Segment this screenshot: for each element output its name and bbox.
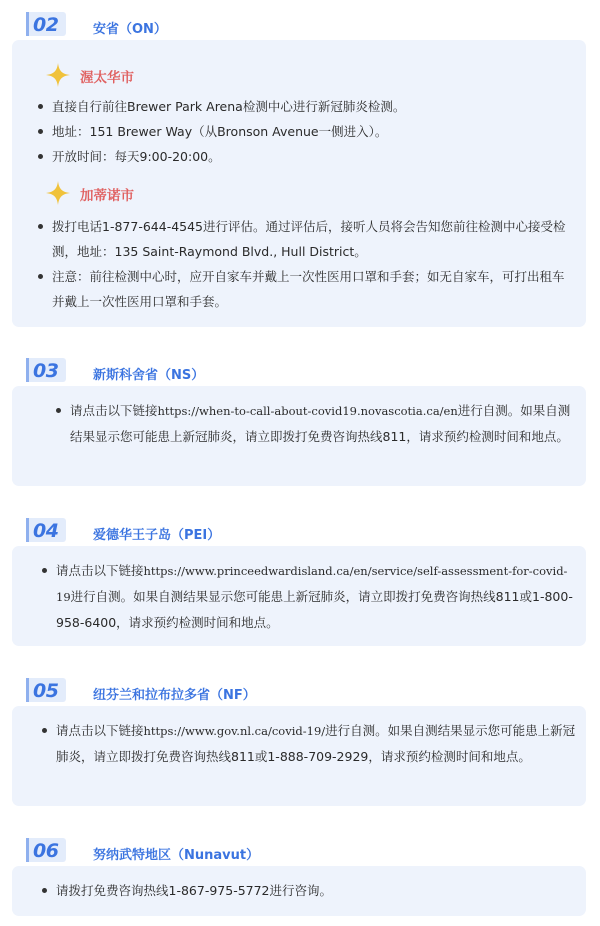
- newfoundland-list: [40, 718, 580, 769]
- list-item: 地址：151 Brewer Way（从Bronson Avenue一侧进入）。: [36, 119, 576, 144]
- sparkle-icon: [46, 63, 70, 87]
- gatineau-list: [36, 214, 576, 314]
- section-header: [0, 518, 600, 548]
- nova-scotia-list: [52, 398, 582, 449]
- section-header: [0, 678, 600, 708]
- section-title: 纽芬兰和拉布拉多省（NF）: [93, 688, 256, 703]
- section-number: 02: [33, 14, 59, 36]
- self-assessment-link[interactable]: https://when-to-call-about-covid19.novascotia.ca/en: [157, 404, 458, 418]
- list-item: 拨打电话1-877-644-4545进行评估。通过评估后，接听人员将会告知您前往检测中心接受检测，地址：135 Saint-Raymond Blvd., Hull District。: [36, 214, 576, 264]
- pei-list: [40, 558, 580, 635]
- list-item: 开放时间：每天9:00-20:00。: [36, 144, 576, 169]
- section-number: 06: [33, 840, 59, 862]
- section-number: 04: [33, 520, 59, 542]
- section-number: 05: [33, 680, 59, 702]
- list-item: 请点击以下链接https://www.princeedwardisland.ca/en/service/self-assessment-for-covid-19进行自测。如果自测结果显示您可能患上新冠肺炎，请立即拨打免费咨询热线811或1-800-958-6400，请求预约检测时间和地点。: [40, 558, 580, 635]
- list-item: 注意：前往检测中心时，应开自家车并戴上一次性医用口罩和手套；如无自家车，可打出租车并戴上一次性医用口罩和手套。: [36, 264, 576, 314]
- list-item: 请点击以下链接https://www.gov.nl.ca/covid-19/进行自测。如果自测结果显示您可能患上新冠肺炎，请立即拨打免费咨询热线811或1-888-709-2929，请求预约检测时间和地点。: [40, 718, 580, 769]
- ottawa-list: [36, 94, 576, 169]
- city-name: 加蒂诺市: [80, 188, 134, 204]
- content-card: [12, 386, 586, 486]
- list-item: 请拨打免费咨询热线1-867-975-5772进行咨询。: [40, 878, 580, 903]
- section-title: 新斯科舍省（NS）: [93, 368, 205, 383]
- city-name: 渥太华市: [80, 70, 134, 86]
- self-assessment-link[interactable]: https://www.princeedwardisland.ca/en/service/self-assessment-for-covid-19: [56, 564, 568, 604]
- list-item: 直接自行前往Brewer Park Arena检测中心进行新冠肺炎检测。: [36, 94, 576, 119]
- section-title: 努纳武特地区（Nunavut）: [93, 848, 260, 863]
- section-header: [0, 838, 600, 868]
- section-title: 爱德华王子岛（PEI）: [93, 528, 221, 543]
- list-item: 请点击以下链接https://when-to-call-about-covid19.novascotia.ca/en进行自测。如果自测结果显示您可能患上新冠肺炎，请立即拨打免费咨询热线811，请求预约检测时间和地点。: [52, 398, 582, 449]
- section-header: [0, 358, 600, 388]
- nunavut-list: [40, 878, 580, 903]
- sparkle-icon: [46, 181, 70, 205]
- content-card: [12, 866, 586, 916]
- self-assessment-link[interactable]: https://www.gov.nl.ca/covid-19/: [143, 724, 326, 738]
- section-header: [0, 12, 600, 42]
- section-title: 安省（ON）: [93, 22, 167, 37]
- content-card: [12, 706, 586, 806]
- content-card: [12, 546, 586, 646]
- section-number: 03: [33, 360, 59, 382]
- content-card: [12, 40, 586, 327]
